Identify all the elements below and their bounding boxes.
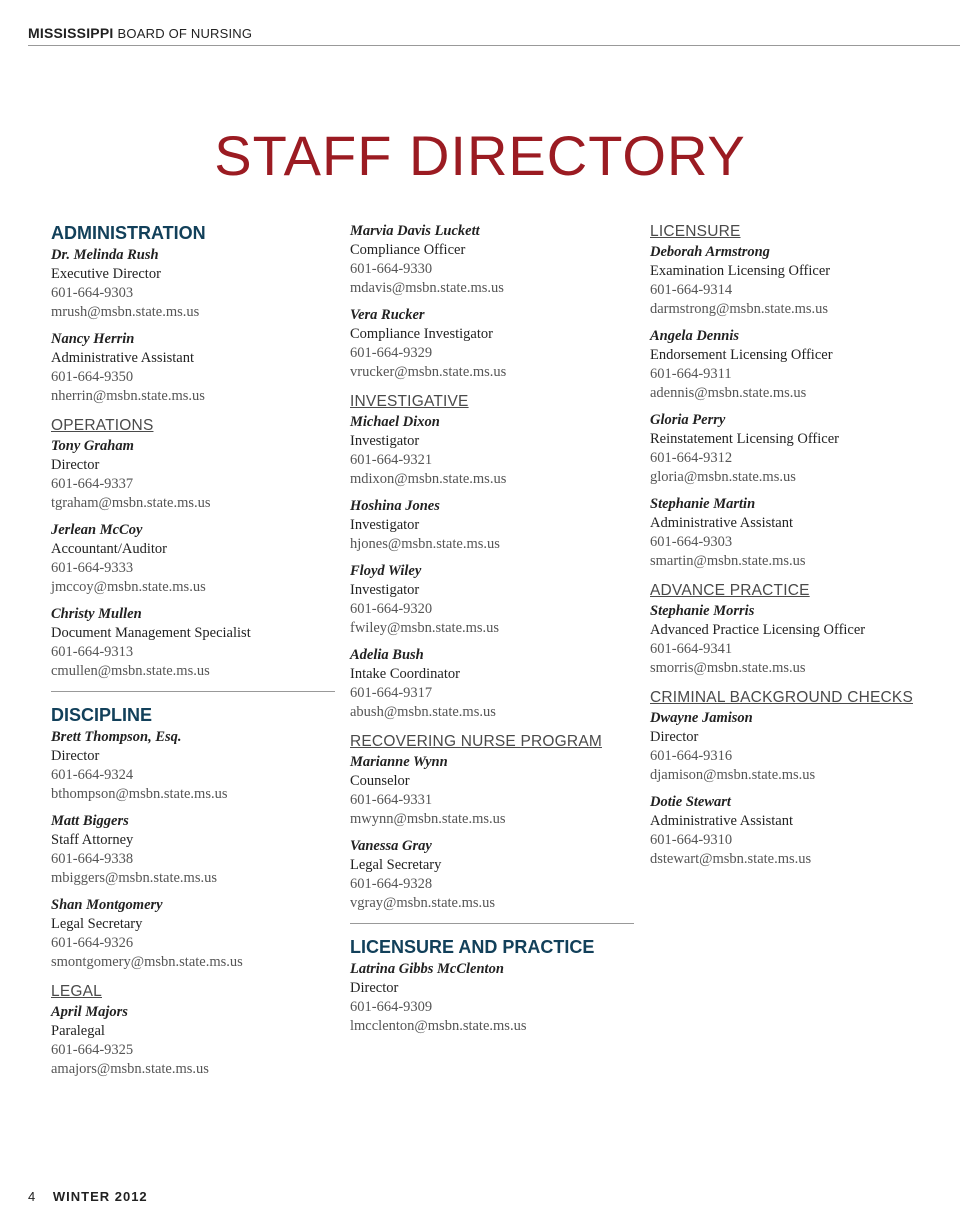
staff-role: Legal Secretary	[350, 857, 442, 873]
staff-role: Reinstatement Licensing Officer	[650, 431, 839, 447]
staff-entry	[350, 222, 632, 298]
section-continued	[350, 222, 632, 382]
staff-name: Michael Dixon	[350, 414, 440, 430]
section-recovering-nurse-program	[350, 732, 632, 913]
staff-phone: 601-664-9350	[51, 369, 134, 385]
staff-role: Executive Director	[51, 266, 161, 282]
staff-phone: 601-664-9326	[51, 935, 134, 951]
staff-phone: 601-664-9337	[51, 476, 134, 492]
issue-label: WINTER 2012	[52, 1189, 148, 1204]
staff-phone: 601-664-9313	[51, 644, 134, 660]
staff-email[interactable]: amajors@msbn.state.ms.us	[51, 1061, 209, 1077]
staff-phone: 601-664-9324	[51, 767, 134, 783]
staff-email[interactable]: fwiley@msbn.state.ms.us	[350, 620, 500, 636]
staff-entry	[650, 709, 932, 785]
staff-name: Dr. Melinda Rush	[51, 247, 159, 263]
section-heading: LICENSURE	[650, 223, 741, 240]
staff-email[interactable]: mdixon@msbn.state.ms.us	[350, 471, 507, 487]
staff-email[interactable]: smartin@msbn.state.ms.us	[650, 553, 806, 569]
section-divider	[51, 691, 335, 692]
staff-email[interactable]: vrucker@msbn.state.ms.us	[350, 364, 507, 380]
staff-entry	[51, 812, 333, 888]
staff-email[interactable]: mrush@msbn.state.ms.us	[51, 304, 200, 320]
staff-email[interactable]: mbiggers@msbn.state.ms.us	[51, 870, 217, 886]
section-heading: INVESTIGATIVE	[350, 393, 469, 410]
staff-role: Endorsement Licensing Officer	[650, 347, 833, 363]
staff-phone: 601-664-9328	[350, 876, 433, 892]
staff-email[interactable]: darmstrong@msbn.state.ms.us	[650, 301, 829, 317]
staff-email[interactable]: mwynn@msbn.state.ms.us	[350, 811, 506, 827]
staff-entry	[350, 753, 632, 829]
staff-email[interactable]: nherrin@msbn.state.ms.us	[51, 388, 205, 404]
section-administration	[51, 222, 333, 406]
staff-name: Hoshina Jones	[350, 498, 440, 514]
header-org-bold: MISSISSIPPI	[28, 25, 114, 41]
staff-entry	[650, 327, 932, 403]
staff-phone: 601-664-9312	[650, 450, 733, 466]
staff-name: Adelia Bush	[350, 647, 424, 663]
staff-email[interactable]: bthompson@msbn.state.ms.us	[51, 786, 228, 802]
section-heading: OPERATIONS	[51, 417, 154, 434]
section-heading: ADMINISTRATION	[51, 223, 206, 243]
staff-role: Director	[51, 748, 100, 764]
staff-role: Administrative Assistant	[650, 813, 793, 829]
staff-role: Examination Licensing Officer	[650, 263, 831, 279]
staff-name: April Majors	[51, 1004, 128, 1020]
section-licensure-and-practice	[350, 936, 632, 1036]
staff-role: Investigator	[350, 433, 420, 449]
staff-role: Staff Attorney	[51, 832, 134, 848]
staff-email[interactable]: gloria@msbn.state.ms.us	[650, 469, 796, 485]
staff-role: Investigator	[350, 582, 420, 598]
staff-email[interactable]: smontgomery@msbn.state.ms.us	[51, 954, 243, 970]
staff-phone: 601-664-9310	[650, 832, 733, 848]
section-heading: LICENSURE AND PRACTICE	[350, 937, 595, 957]
staff-name: Deborah Armstrong	[650, 244, 770, 260]
header-rule	[28, 45, 960, 46]
staff-name: Angela Dennis	[650, 328, 740, 344]
staff-name: Jerlean McCoy	[51, 522, 143, 538]
staff-phone: 601-664-9303	[650, 534, 733, 550]
section-heading: ADVANCE PRACTICE	[650, 582, 810, 599]
staff-entry	[350, 960, 632, 1036]
staff-email[interactable]: jmccoy@msbn.state.ms.us	[51, 579, 206, 595]
staff-name: Dotie Stewart	[650, 794, 731, 810]
staff-name: Matt Biggers	[51, 813, 129, 829]
staff-role: Administrative Assistant	[650, 515, 793, 531]
staff-name: Stephanie Martin	[650, 496, 756, 512]
staff-name: Marvia Davis Luckett	[350, 223, 480, 239]
staff-phone: 601-664-9309	[350, 999, 433, 1015]
page-footer	[28, 1189, 148, 1204]
staff-name: Gloria Perry	[650, 412, 726, 428]
staff-name: Dwayne Jamison	[650, 710, 753, 726]
staff-name: Latrina Gibbs McClenton	[350, 961, 504, 977]
staff-email[interactable]: tgraham@msbn.state.ms.us	[51, 495, 211, 511]
staff-role: Intake Coordinator	[350, 666, 460, 682]
staff-role: Director	[350, 980, 399, 996]
staff-role: Director	[51, 457, 100, 473]
staff-name: Christy Mullen	[51, 606, 142, 622]
section-heading: CRIMINAL BACKGROUND CHECKS	[650, 689, 913, 706]
staff-role: Document Management Specialist	[51, 625, 251, 641]
staff-entry	[51, 896, 333, 972]
staff-role: Counselor	[350, 773, 410, 789]
staff-phone: 601-664-9321	[350, 452, 433, 468]
section-legal	[51, 982, 333, 1079]
staff-entry	[650, 243, 932, 319]
staff-phone: 601-664-9320	[350, 601, 433, 617]
section-licensure	[650, 222, 932, 571]
staff-entry	[51, 1003, 333, 1079]
staff-entry	[51, 246, 333, 322]
staff-entry	[51, 521, 333, 597]
staff-entry	[650, 411, 932, 487]
directory-column-1	[51, 222, 333, 1089]
staff-role: Paralegal	[51, 1023, 105, 1039]
staff-email[interactable]: vgray@msbn.state.ms.us	[350, 895, 496, 911]
staff-phone: 601-664-9331	[350, 792, 433, 808]
staff-role: Advanced Practice Licensing Officer	[650, 622, 866, 638]
page-title: STAFF DIRECTORY	[214, 124, 746, 187]
staff-entry	[51, 605, 333, 681]
staff-email[interactable]: djamison@msbn.state.ms.us	[650, 767, 816, 783]
section-divider	[350, 923, 634, 924]
staff-name: Tony Graham	[51, 438, 134, 454]
staff-name: Shan Montgomery	[51, 897, 163, 913]
directory-column-3	[650, 222, 932, 879]
staff-phone: 601-664-9303	[51, 285, 134, 301]
staff-entry	[350, 497, 632, 554]
staff-phone: 601-664-9316	[650, 748, 733, 764]
staff-phone: 601-664-9338	[51, 851, 134, 867]
staff-role: Compliance Investigator	[350, 326, 493, 342]
staff-phone: 601-664-9329	[350, 345, 433, 361]
staff-email[interactable]: lmcclenton@msbn.state.ms.us	[350, 1018, 527, 1034]
staff-entry	[51, 330, 333, 406]
staff-phone: 601-664-9333	[51, 560, 134, 576]
section-heading: RECOVERING NURSE PROGRAM	[350, 733, 602, 750]
staff-email[interactable]: hjones@msbn.state.ms.us	[350, 536, 500, 552]
staff-name: Nancy Herrin	[51, 331, 135, 347]
staff-entry	[51, 437, 333, 513]
staff-name: Vera Rucker	[350, 307, 425, 323]
staff-phone: 601-664-9341	[650, 641, 733, 657]
staff-entry	[650, 602, 932, 678]
staff-role: Accountant/Auditor	[51, 541, 167, 557]
staff-email[interactable]: mdavis@msbn.state.ms.us	[350, 280, 504, 296]
staff-entry	[51, 728, 333, 804]
staff-role: Investigator	[350, 517, 420, 533]
section-advance-practice	[650, 581, 932, 678]
staff-name: Brett Thompson, Esq.	[51, 729, 182, 745]
staff-name: Floyd Wiley	[350, 563, 422, 579]
staff-entry	[350, 837, 632, 913]
header-org-light: BOARD OF NURSING	[117, 26, 253, 41]
staff-role: Legal Secretary	[51, 916, 143, 932]
staff-entry	[350, 306, 632, 382]
section-investigative	[350, 392, 632, 722]
staff-phone: 601-664-9325	[51, 1042, 134, 1058]
section-discipline	[51, 704, 333, 972]
staff-phone: 601-664-9311	[650, 366, 732, 382]
staff-entry	[350, 413, 632, 489]
staff-name: Marianne Wynn	[350, 754, 448, 770]
staff-role: Compliance Officer	[350, 242, 466, 258]
staff-entry	[650, 495, 932, 571]
staff-role: Administrative Assistant	[51, 350, 194, 366]
staff-email[interactable]: dstewart@msbn.state.ms.us	[650, 851, 812, 867]
staff-role: Director	[650, 729, 699, 745]
section-criminal-background-checks	[650, 688, 932, 869]
section-heading: LEGAL	[51, 983, 102, 1000]
staff-name: Stephanie Morris	[650, 603, 755, 619]
section-heading: DISCIPLINE	[51, 705, 153, 725]
staff-entry	[350, 646, 632, 722]
staff-entry	[650, 793, 932, 869]
staff-email[interactable]: cmullen@msbn.state.ms.us	[51, 663, 210, 679]
staff-name: Vanessa Gray	[350, 838, 432, 854]
staff-phone: 601-664-9314	[650, 282, 733, 298]
page-header	[28, 25, 252, 41]
staff-phone: 601-664-9317	[350, 685, 433, 701]
section-operations	[51, 416, 333, 681]
staff-email[interactable]: smorris@msbn.state.ms.us	[650, 660, 806, 676]
directory-column-2	[350, 222, 632, 1046]
staff-phone: 601-664-9330	[350, 261, 433, 277]
staff-email[interactable]: abush@msbn.state.ms.us	[350, 704, 496, 720]
staff-email[interactable]: adennis@msbn.state.ms.us	[650, 385, 807, 401]
staff-entry	[350, 562, 632, 638]
page-number: 4	[28, 1189, 37, 1204]
